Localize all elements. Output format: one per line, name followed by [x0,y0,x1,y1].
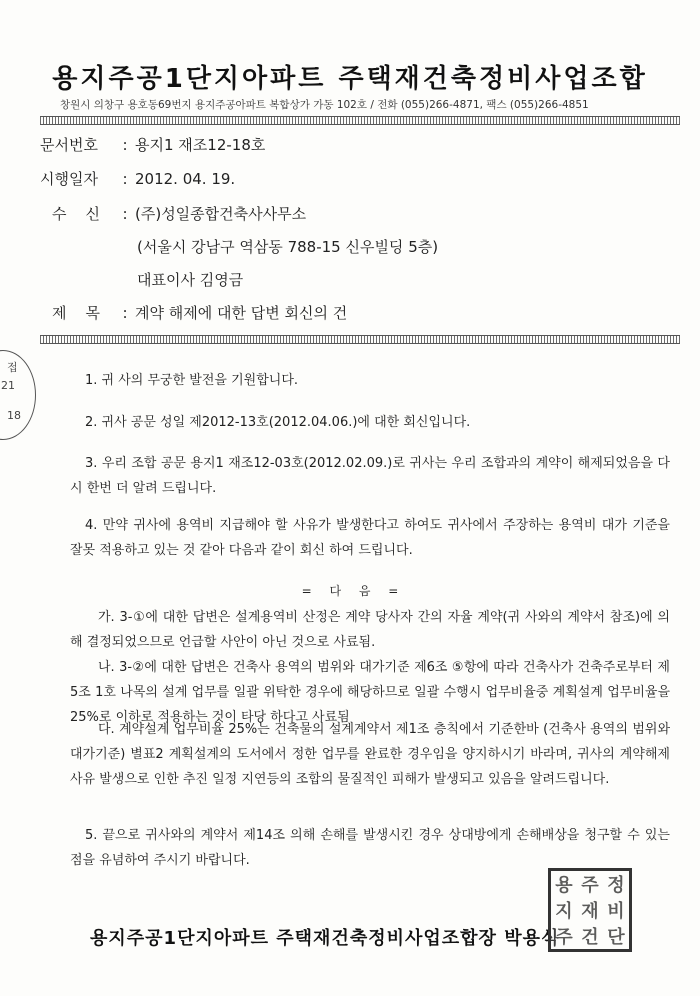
seal-char: 용 [555,875,573,896]
paragraph-4: 4. 만약 귀사에 용역비 지급해야 할 사유가 발생한다고 하여도 귀사에서 주장하는 용역비 대가 기준을 잘못 적용하고 있는 것 같아 다음과 같이 회신 하여 드립니다. [70,518,670,558]
subject-row: 제 목 : 계약 해제에 대한 답변 회신의 건 [40,302,347,323]
seal-char: 비 [607,901,625,922]
official-seal [548,868,632,952]
item-c: 다. 계약설계 업무비율 25%는 건축물의 설계계약서 제1조 층칙에서 기준한바 (건축사 용역의 범위와 대가기준) 별표2 계획설계의 도서에서 정한 업무를 완료한 경우임을 양지하시기 바라며, 귀사의 계약해제 사유 발생으로 인한 추진 일정 지연등의 조합의 물질적인 피해가 발생되고 있음을 알려드립니다. [70,722,670,787]
organization-address: 창원시 의창구 용호동69번지 용지주공아파트 복합상가 가동 102호 / 전화 (055)266-4871, 팩스 (055)266-4851 [60,99,589,111]
stamp-text-a: 접 [7,361,18,374]
seal-char: 주 [555,927,573,948]
header-divider [40,116,680,125]
recipient-representative: 대표이사 김영금 [137,271,244,289]
organization-title: 용지주공1단지아파트 주택재건축정비사업조합 [52,64,648,94]
stamp-text-c: 18 [7,409,21,422]
item-a: 가. 3-①에 대한 답변은 설계용역비 산정은 계약 당사자 간의 자율 계약(귀 사와의 계약서 참조)에 의해 결정되었으므로 언급할 사안이 아닌 것으로 사료됨. [70,610,670,650]
received-stamp [0,350,36,440]
recipient-row: 수 신 : (주)성일종합건축사사무소 [40,203,306,224]
signature-line: 용지주공1단지아파트 주택재건축정비사업조합장 박용식 [90,928,560,949]
paragraph-1: 1. 귀 사의 무궁한 발전을 기원합니다. [85,373,299,388]
paragraph-5: 5. 끝으로 귀사와의 계약서 제14조 의해 손해를 발생시킨 경우 상대방에게 손해배상을 청구할 수 있는 점을 유념하여 주시기 바랍니다. [70,828,670,868]
subject-divider [40,335,680,344]
date-label: 시행일자 [40,170,98,188]
recipient-value: (주)성일종합건축사사무소 [135,205,307,223]
seal-char: 단 [607,927,625,948]
seal-char: 재 [581,901,599,922]
doc-number-label: 문서번호 [40,136,98,154]
seal-char: 정 [607,875,625,896]
stamp-text-b: 21 [1,379,15,392]
date-row: 시행일자 : 2012. 04. 19. [40,170,236,188]
seal-char: 건 [581,927,599,948]
item-b: 나. 3-②에 대한 답변은 건축사 용역의 범위와 대가기준 제6조 ⑤항에 따라 건축사가 건축주로부터 제5조 1호 나목의 설계 업무를 일괄 위탁한 경우에 해당하므로 일괄 수행시 업무비율중 계획설계 업무비율을 25%로 이하로 적용하는 것이 타당 하다고 사료됨 [70,660,670,725]
paragraph-3: 3. 우리 조합 공문 용지1 재조12-03호(2012.02.09.)로 귀사는 우리 조합과의 계약이 해제되었음을 다시 한번 더 알려 드립니다. [70,456,670,496]
recipient-label: 수 신 [52,205,101,223]
recipient-address: (서울시 강남구 역삼동 788-15 신우빌딩 5층) [137,238,439,256]
subject-label: 제 목 [52,304,101,322]
seal-char: 지 [555,901,573,922]
seal-char: 주 [581,875,599,896]
subject-value: 계약 해제에 대한 답변 회신의 건 [135,304,348,322]
paragraph-2: 2. 귀사 공문 성일 제2012-13호(2012.04.06.)에 대한 회신입니다. [85,415,471,430]
doc-number-value: 용지1 재조12-18호 [135,136,266,154]
following-heading: = 다 음 = [301,584,399,598]
date-value: 2012. 04. 19. [135,170,236,188]
doc-number-row: 문서번호 : 용지1 재조12-18호 [40,136,266,154]
